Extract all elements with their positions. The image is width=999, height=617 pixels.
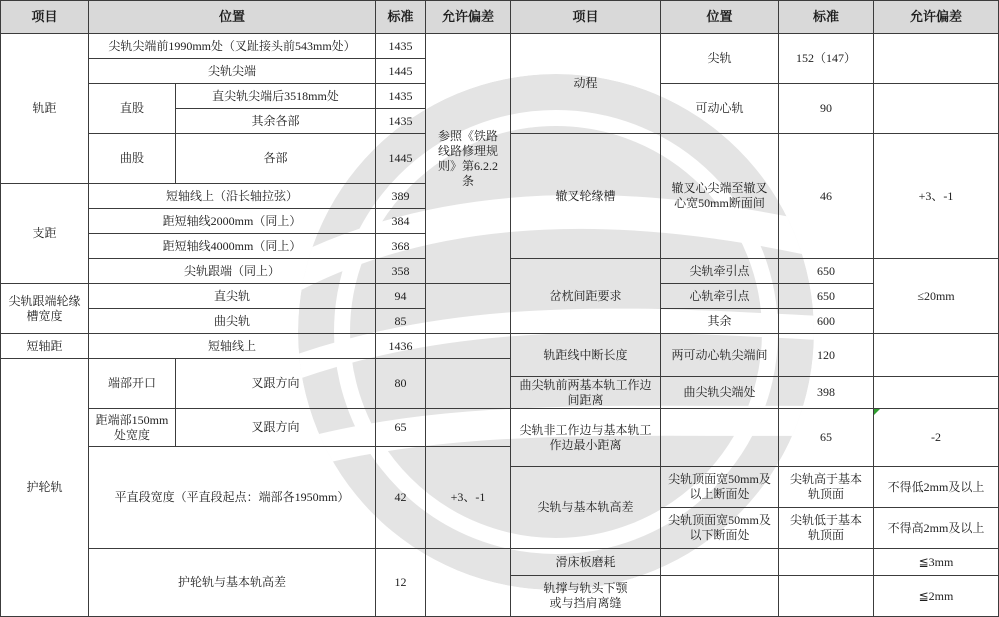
empty-cell [425, 333, 511, 359]
empty-cell [873, 33, 999, 84]
frog-flangeway-tolerance: +3、-1 [873, 133, 999, 259]
empty-cell [425, 283, 511, 334]
empty-cell [873, 333, 999, 377]
brace-gap-tolerance: ≦2mm [873, 575, 999, 617]
header-item-right: 项目 [510, 0, 661, 34]
min-distance-label: 尖轨非工作边与基本轨工作边最小距离 [510, 408, 661, 467]
sleeper-spacing-standard: 650 [778, 283, 874, 309]
gauge-label: 轨距 [0, 33, 89, 184]
offset-standard: 389 [375, 183, 426, 209]
tolerance-reference: 参照《铁路线路修理规则》第6.2.2条 [425, 33, 511, 284]
guard-rail-width-150-label: 距端部150mm处宽度 [88, 408, 176, 447]
heel-flangeway-label: 尖轨跟端轮缘槽宽度 [0, 283, 89, 334]
min-distance-standard: 65 [778, 408, 874, 467]
offset-label: 支距 [0, 183, 89, 284]
header-standard-left: 标准 [375, 0, 426, 34]
height-diff-standard: 尖轨低于基本轨顶面 [778, 507, 874, 549]
heel-flangeway-standard: 85 [375, 308, 426, 334]
slide-plate-wear-tolerance: ≦3mm [873, 548, 999, 576]
gauge-break-label: 轨距线中断长度 [510, 333, 661, 377]
sleeper-spacing-standard: 600 [778, 308, 874, 334]
guard-rail-flat-width-position: 平直段宽度（平直段起点：端部各1950mm） [88, 446, 376, 549]
empty-cell [425, 358, 511, 409]
height-diff-standard: 尖轨高于基本轨顶面 [778, 466, 874, 508]
height-diff-tolerance: 不得高2mm及以上 [873, 507, 999, 549]
frog-flangeway-standard: 46 [778, 133, 874, 259]
gauge-tip-standard: 1445 [375, 58, 426, 84]
short-axis-label: 短轴距 [0, 333, 89, 359]
gauge-break-standard: 120 [778, 333, 874, 377]
empty-cell [873, 83, 999, 134]
offset-position: 距短轴线2000mm（同上） [88, 208, 376, 234]
frog-flangeway-label: 辙叉轮缘槽 [510, 133, 661, 259]
curved-front-standard: 398 [778, 376, 874, 409]
offset-standard: 368 [375, 233, 426, 259]
short-axis-standard: 1436 [375, 333, 426, 359]
guard-rail-flat-width-standard: 42 [375, 446, 426, 549]
throw-standard: 152（147） [778, 33, 874, 84]
gauge-straight-standard: 1435 [375, 83, 426, 109]
empty-cell [425, 548, 511, 617]
gauge-straight-position: 直尖轨尖端后3518mm处 [175, 83, 376, 109]
gauge-tip-position: 尖轨尖端 [88, 58, 376, 84]
offset-standard: 358 [375, 258, 426, 284]
throw-position: 可动心轨 [660, 83, 779, 134]
height-diff-position: 尖轨顶面宽50mm及以下断面处 [660, 507, 779, 549]
guard-rail-height-diff-standard: 12 [375, 548, 426, 617]
short-axis-position: 短轴线上 [88, 333, 376, 359]
gauge-front-standard: 1435 [375, 33, 426, 59]
heel-flangeway-position: 直尖轨 [88, 283, 376, 309]
empty-cell [873, 376, 999, 409]
guard-rail-width-150-position: 叉跟方向 [175, 408, 376, 447]
guard-rail-end-opening-label: 端部开口 [88, 358, 176, 409]
gauge-straight-position: 其余各部 [175, 108, 376, 134]
sleeper-spacing-position: 尖轨牵引点 [660, 258, 779, 284]
offset-position: 距短轴线4000mm（同上） [88, 233, 376, 259]
header-position-left: 位置 [88, 0, 376, 34]
gauge-curved-standard: 1445 [375, 133, 426, 184]
gauge-break-position: 两可动心轨尖端间 [660, 333, 779, 377]
height-diff-tolerance: 不得低2mm及以上 [873, 466, 999, 508]
gauge-curved-label: 曲股 [88, 133, 176, 184]
min-distance-tolerance: -2 [873, 408, 999, 467]
tolerance-guard-rail: +3、-1 [425, 446, 511, 549]
guard-rail-end-opening-standard: 80 [375, 358, 426, 409]
throw-label: 动程 [510, 33, 661, 134]
sleeper-spacing-position: 心轨牵引点 [660, 283, 779, 309]
header-item-left: 项目 [0, 0, 89, 34]
gauge-curved-position: 各部 [175, 133, 376, 184]
height-diff-position: 尖轨顶面宽50mm及以上断面处 [660, 466, 779, 508]
empty-cell [778, 548, 874, 576]
header-tolerance-right: 允许偏差 [873, 0, 999, 34]
cell-marker-icon [874, 409, 880, 415]
empty-cell [660, 575, 779, 617]
empty-cell [425, 408, 511, 447]
guard-rail-height-diff-position: 护轮轨与基本轨高差 [88, 548, 376, 617]
offset-position: 尖轨跟端（同上） [88, 258, 376, 284]
throw-position: 尖轨 [660, 33, 779, 84]
guard-rail-label: 护轮轨 [0, 358, 89, 617]
curved-front-label: 曲尖轨前两基本轨工作边间距离 [510, 376, 661, 409]
heel-flangeway-position: 曲尖轨 [88, 308, 376, 334]
empty-cell [660, 548, 779, 576]
sleeper-spacing-tolerance: ≤20mm [873, 258, 999, 334]
frog-flangeway-position: 辙叉心尖端至辙叉心宽50mm断面间 [660, 133, 779, 259]
offset-position: 短轴线上（沿长轴拉弦） [88, 183, 376, 209]
sleeper-spacing-label: 岔枕间距要求 [510, 258, 661, 334]
curved-front-position: 曲尖轨尖端处 [660, 376, 779, 409]
empty-cell [778, 575, 874, 617]
brace-gap-label: 轨撑与轨头下颚或与挡肩离缝 [510, 575, 661, 617]
throw-standard: 90 [778, 83, 874, 134]
sleeper-spacing-position: 其余 [660, 308, 779, 334]
gauge-front-position: 尖轨尖端前1990mm处（叉趾接头前543mm处） [88, 33, 376, 59]
guard-rail-end-opening-position: 叉跟方向 [175, 358, 376, 409]
slide-plate-wear-label: 滑床板磨耗 [510, 548, 661, 576]
header-tolerance-left: 允许偏差 [425, 0, 511, 34]
gauge-straight-standard: 1435 [375, 108, 426, 134]
empty-cell [660, 408, 779, 467]
offset-standard: 384 [375, 208, 426, 234]
height-diff-label: 尖轨与基本轨高差 [510, 466, 661, 549]
header-position-right: 位置 [660, 0, 779, 34]
gauge-straight-label: 直股 [88, 83, 176, 134]
sleeper-spacing-standard: 650 [778, 258, 874, 284]
guard-rail-width-150-standard: 65 [375, 408, 426, 447]
header-standard-right: 标准 [778, 0, 874, 34]
heel-flangeway-standard: 94 [375, 283, 426, 309]
